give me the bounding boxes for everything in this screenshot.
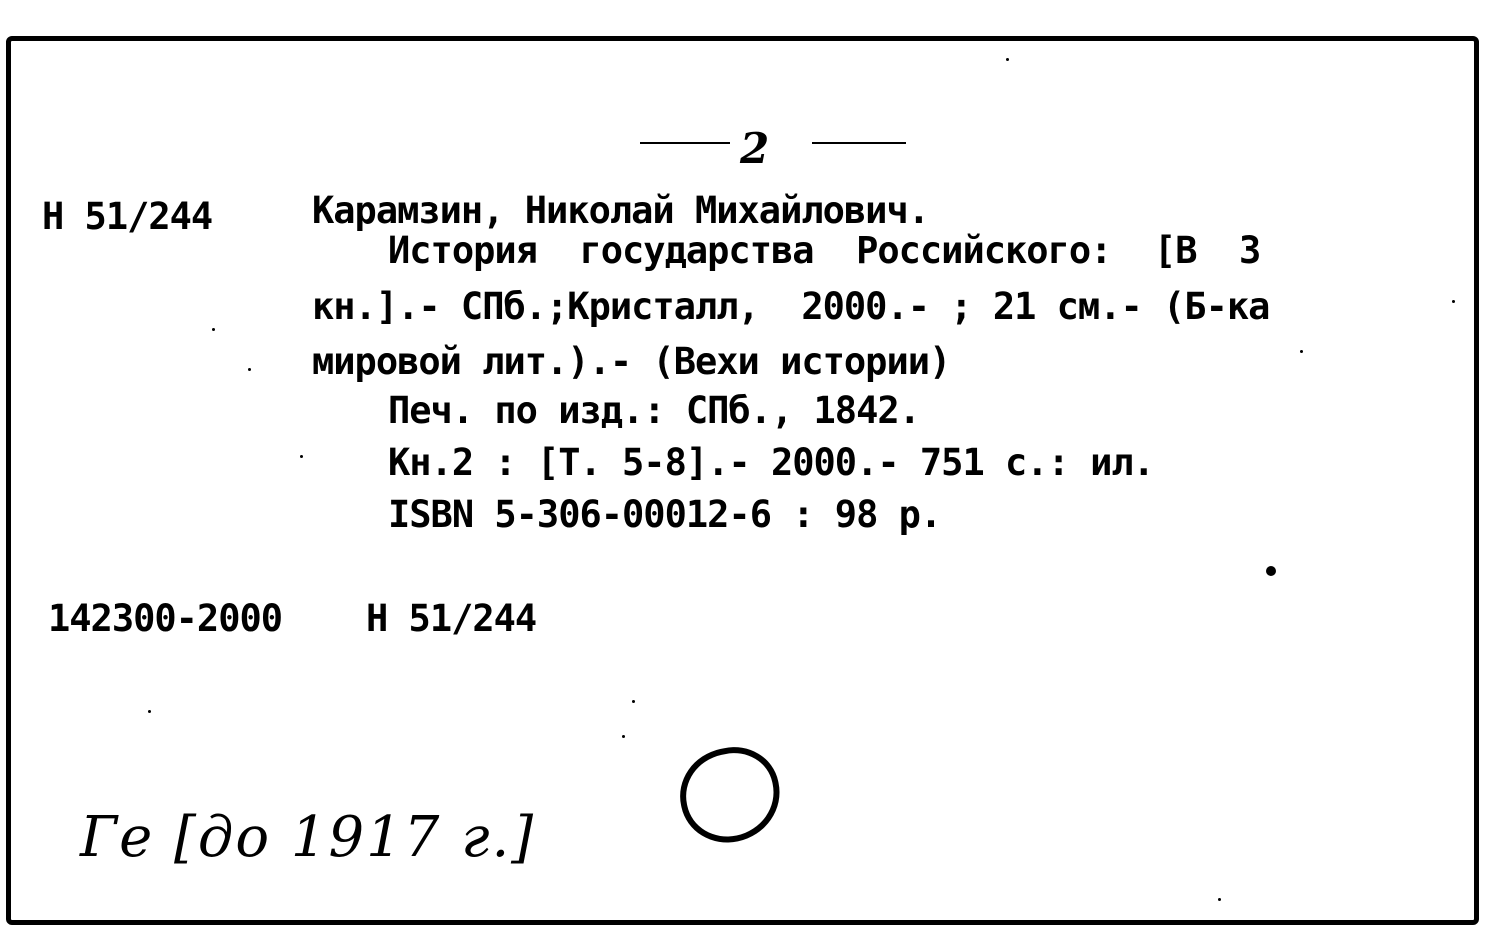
call-number: Н 51/244	[42, 195, 213, 238]
speck	[300, 455, 303, 458]
speck	[1300, 350, 1303, 353]
speck	[622, 735, 625, 738]
page-number: 2	[740, 124, 769, 173]
speck	[212, 328, 215, 331]
handwritten-note: Ге [до 1917 г.]	[80, 805, 536, 870]
accession-number: 142300-2000	[48, 597, 283, 640]
speck	[148, 710, 151, 713]
speck	[1452, 300, 1455, 303]
title-line-1: История государства Российского: [В 3	[388, 229, 1261, 272]
speck	[248, 368, 251, 371]
call-number-bottom: Н 51/244	[366, 597, 537, 640]
speck	[1006, 58, 1009, 61]
ink-dot	[1266, 566, 1276, 576]
speck	[632, 700, 635, 703]
note-volume: Кн.2 : [Т. 5-8].- 2000.- 751 с.: ил.	[388, 441, 1154, 484]
page-number-dash-right	[812, 142, 906, 144]
speck	[1218, 898, 1221, 901]
title-line-3: мировой лит.).- (Вехи истории)	[312, 340, 951, 383]
page-number-dash-left	[640, 142, 730, 144]
author-heading: Карамзин, Николай Михайлович.	[312, 189, 930, 232]
title-line-2: кн.].- СПб.;Кристалл, 2000.- ; 21 см.- (Б-ка	[312, 285, 1270, 328]
note-reprint: Печ. по изд.: СПб., 1842.	[388, 389, 920, 432]
note-isbn: ISBN 5-306-00012-6 : 98 р.	[388, 493, 942, 536]
